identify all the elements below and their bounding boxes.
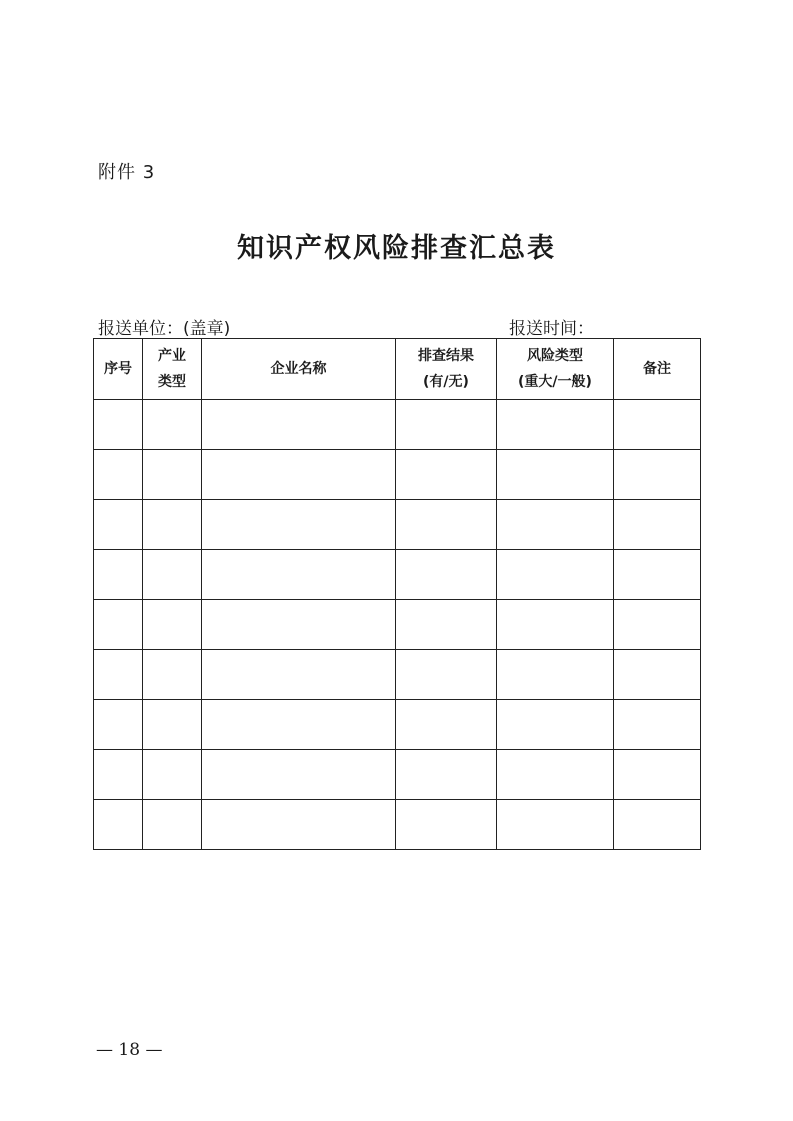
table-cell[interactable] <box>396 700 497 750</box>
table-cell[interactable] <box>396 750 497 800</box>
table-cell[interactable] <box>396 500 497 550</box>
table-cell[interactable] <box>614 750 701 800</box>
table-cell[interactable] <box>94 400 143 450</box>
table-cell[interactable] <box>94 600 143 650</box>
table-cell[interactable] <box>614 450 701 500</box>
table-cell[interactable] <box>497 650 614 700</box>
table-cell[interactable] <box>143 800 202 850</box>
table-cell[interactable] <box>143 500 202 550</box>
page-number: — 18 — <box>96 1040 163 1060</box>
header-serial-number: 序号 <box>94 339 143 400</box>
table-cell[interactable] <box>202 800 396 850</box>
table-cell[interactable] <box>202 700 396 750</box>
table-cell[interactable] <box>202 450 396 500</box>
table-cell[interactable] <box>202 400 396 450</box>
table-cell[interactable] <box>497 700 614 750</box>
table-cell[interactable] <box>94 500 143 550</box>
table-row <box>94 650 701 700</box>
table-cell[interactable] <box>614 800 701 850</box>
table-cell[interactable] <box>143 650 202 700</box>
table-cell[interactable] <box>143 550 202 600</box>
table-cell[interactable] <box>396 550 497 600</box>
table-cell[interactable] <box>94 700 143 750</box>
table-cell[interactable] <box>94 800 143 850</box>
table-cell[interactable] <box>143 400 202 450</box>
report-time-label: 报送时间： <box>509 319 594 339</box>
attachment-label: 附件 3 <box>98 162 156 183</box>
table-cell[interactable] <box>614 550 701 600</box>
header-company-name: 企业名称 <box>202 339 396 400</box>
table-cell[interactable] <box>202 750 396 800</box>
table-cell[interactable] <box>614 400 701 450</box>
table-cell[interactable] <box>396 650 497 700</box>
header-risk-type: 风险类型 (重大/一般) <box>497 339 614 400</box>
table-cell[interactable] <box>94 550 143 600</box>
table-row <box>94 500 701 550</box>
table-cell[interactable] <box>396 400 497 450</box>
table-cell[interactable] <box>202 600 396 650</box>
table-cell[interactable] <box>94 450 143 500</box>
table-cell[interactable] <box>143 750 202 800</box>
table-row <box>94 550 701 600</box>
table-cell[interactable] <box>143 700 202 750</box>
table-cell[interactable] <box>614 650 701 700</box>
table-cell[interactable] <box>94 650 143 700</box>
table-cell[interactable] <box>497 800 614 850</box>
table-row <box>94 800 701 850</box>
table-cell[interactable] <box>614 700 701 750</box>
table-cell[interactable] <box>497 400 614 450</box>
table-cell[interactable] <box>143 600 202 650</box>
header-check-result: 排查结果 (有/无) <box>396 339 497 400</box>
report-unit-label: 报送单位：(盖章) <box>98 319 231 339</box>
table-header-row <box>94 339 701 400</box>
table-cell[interactable] <box>143 450 202 500</box>
table-cell[interactable] <box>202 650 396 700</box>
table-row <box>94 450 701 500</box>
table-cell[interactable] <box>614 500 701 550</box>
table-row <box>94 400 701 450</box>
table-cell[interactable] <box>497 500 614 550</box>
table-row <box>94 700 701 750</box>
header-remarks: 备注 <box>614 339 701 400</box>
table-cell[interactable] <box>497 750 614 800</box>
table-row <box>94 750 701 800</box>
table-cell[interactable] <box>396 450 497 500</box>
table-cell[interactable] <box>396 600 497 650</box>
summary-table <box>93 338 701 850</box>
table-cell[interactable] <box>94 750 143 800</box>
header-industry-type: 产业 类型 <box>143 339 202 400</box>
table-cell[interactable] <box>202 550 396 600</box>
table-cell[interactable] <box>497 550 614 600</box>
page-title: 知识产权风险排查汇总表 <box>237 233 556 264</box>
table-cell[interactable] <box>497 450 614 500</box>
table-cell[interactable] <box>202 500 396 550</box>
table-cell[interactable] <box>497 600 614 650</box>
table-row <box>94 600 701 650</box>
table-cell[interactable] <box>396 800 497 850</box>
table-cell[interactable] <box>614 600 701 650</box>
